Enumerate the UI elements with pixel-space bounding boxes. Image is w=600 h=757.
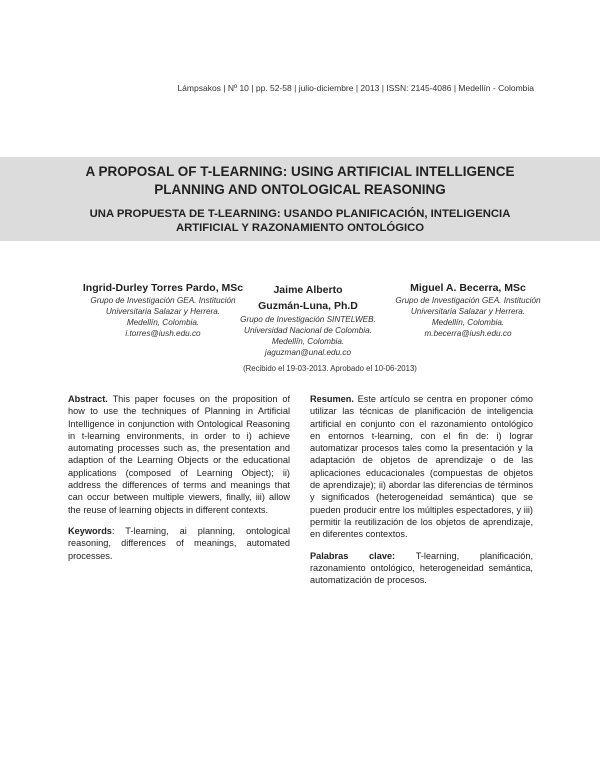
author-email: jaguzman@unal.edu.co: [264, 348, 352, 357]
author-email: i.torres@iush.edu.co: [125, 329, 201, 338]
keywords-paragraph: [68, 525, 290, 562]
author-affiliation: Universitaria Salazar y Herrera.: [410, 307, 526, 316]
resumen-text: Este artículo se centra en proponer cómo utilizar las técnicas de planificación de inteligencia artificial en conjunto con el razonamiento ontológico en entornos t-learning, con el fin de: i) lograr automatizar procesos tales como la presentación y la adaptación de objetos de aprendizaje o de las aplicaciones educacionales (compuestas de objetos de aprendizaje); ii) abordar las diferencias de términos y significados (heterogeneidad semántica) que se pueden producir entre los múltiples espectadores, y iii) permitir la reutilización de los objetos de aprendizaje, en diferentes contextos.: [310, 394, 533, 540]
author-affiliation: Grupo de Investigación SINTELWEB.: [240, 315, 376, 324]
title-english-line-1: A PROPOSAL OF T-LEARNING: USING ARTIFICIAL INTELLIGENCE: [85, 164, 515, 179]
title-english: [40, 163, 560, 199]
title-spanish-line-1: UNA PROPUESTA DE T-LEARNING: USANDO PLANIFICACIÓN, INTELIGENCIA: [89, 208, 511, 220]
author-guzman: [228, 282, 388, 358]
abstract-column: [68, 393, 290, 571]
palabras-clave-text: T-learning, planificación, razonamiento ontológico, heterogeneidad semántica, automatización de procesos.: [310, 550, 533, 586]
abstract-paragraph: [68, 393, 290, 516]
author-affiliation: Universitaria Salazar y Herrera.: [105, 307, 221, 316]
author-name: Miguel A. Becerra, MSc: [410, 282, 526, 294]
title-english-line-2: PLANNING AND ONTOLOGICAL REASONING: [154, 182, 446, 197]
keywords-text: : T-learning, ai planning, ontological reasoning, differences of meanings, automated processes.: [68, 525, 290, 561]
title-spanish: [40, 207, 560, 235]
resumen-paragraph: [310, 393, 533, 541]
resumen-label: Resumen.: [310, 394, 354, 404]
received-dates: (Recibido el 19-03-2013. Aprobado el 10-06-2013): [243, 364, 417, 373]
author-email: m.becerra@iush.edu.co: [424, 329, 512, 338]
author-name-line-1: Jaime Alberto: [273, 284, 343, 296]
author-name: Ingrid-Durley Torres Pardo, MSc: [82, 282, 244, 294]
author-affiliation: Universidad Nacional de Colombia.: [244, 326, 372, 335]
palabras-clave-label: Palabras clave:: [310, 550, 396, 561]
author-location: Medellín, Colombia.: [431, 318, 505, 327]
title-spanish-line-2: ARTIFICIAL Y RAZONAMIENTO ONTOLÓGICO: [175, 222, 425, 234]
abstract-label: Abstract.: [68, 394, 108, 404]
author-affiliation: Grupo de Investigación GEA. Institución: [395, 296, 541, 305]
abstract-text: This paper focuses on the proposition of how to use the techniques of Planning in Artificial Intelligence in conjunction with Ontological Reasoning in t-learning environments, in order to i) achieve automating processes such as, the presentation and adaption of the Learning Objects or the educational applications (composed of Learning Object); ii) address the differences of terms and meanings that can occur between multiple viewers, finally, iii) allow the reuse of learning objects in different contexts.: [68, 394, 291, 515]
author-becerra: [388, 282, 548, 339]
journal-header: Lámpsakos | Nº 10 | pp. 52-58 | julio-diciembre | 2013 | ISSN: 2145-4086 | Medellín - Colombia: [177, 83, 534, 93]
author-location: Medellín, Colombia.: [126, 318, 200, 327]
author-name-line-2: Guzmán-Luna, Ph.D: [258, 300, 358, 312]
author-affiliation: Grupo de Investigación GEA. Institución: [90, 296, 236, 305]
keywords-label: Keywords: [68, 525, 112, 536]
palabras-clave-paragraph: [310, 550, 533, 587]
resumen-column: [310, 393, 533, 595]
author-location: Medellín, Colombia.: [271, 337, 345, 346]
